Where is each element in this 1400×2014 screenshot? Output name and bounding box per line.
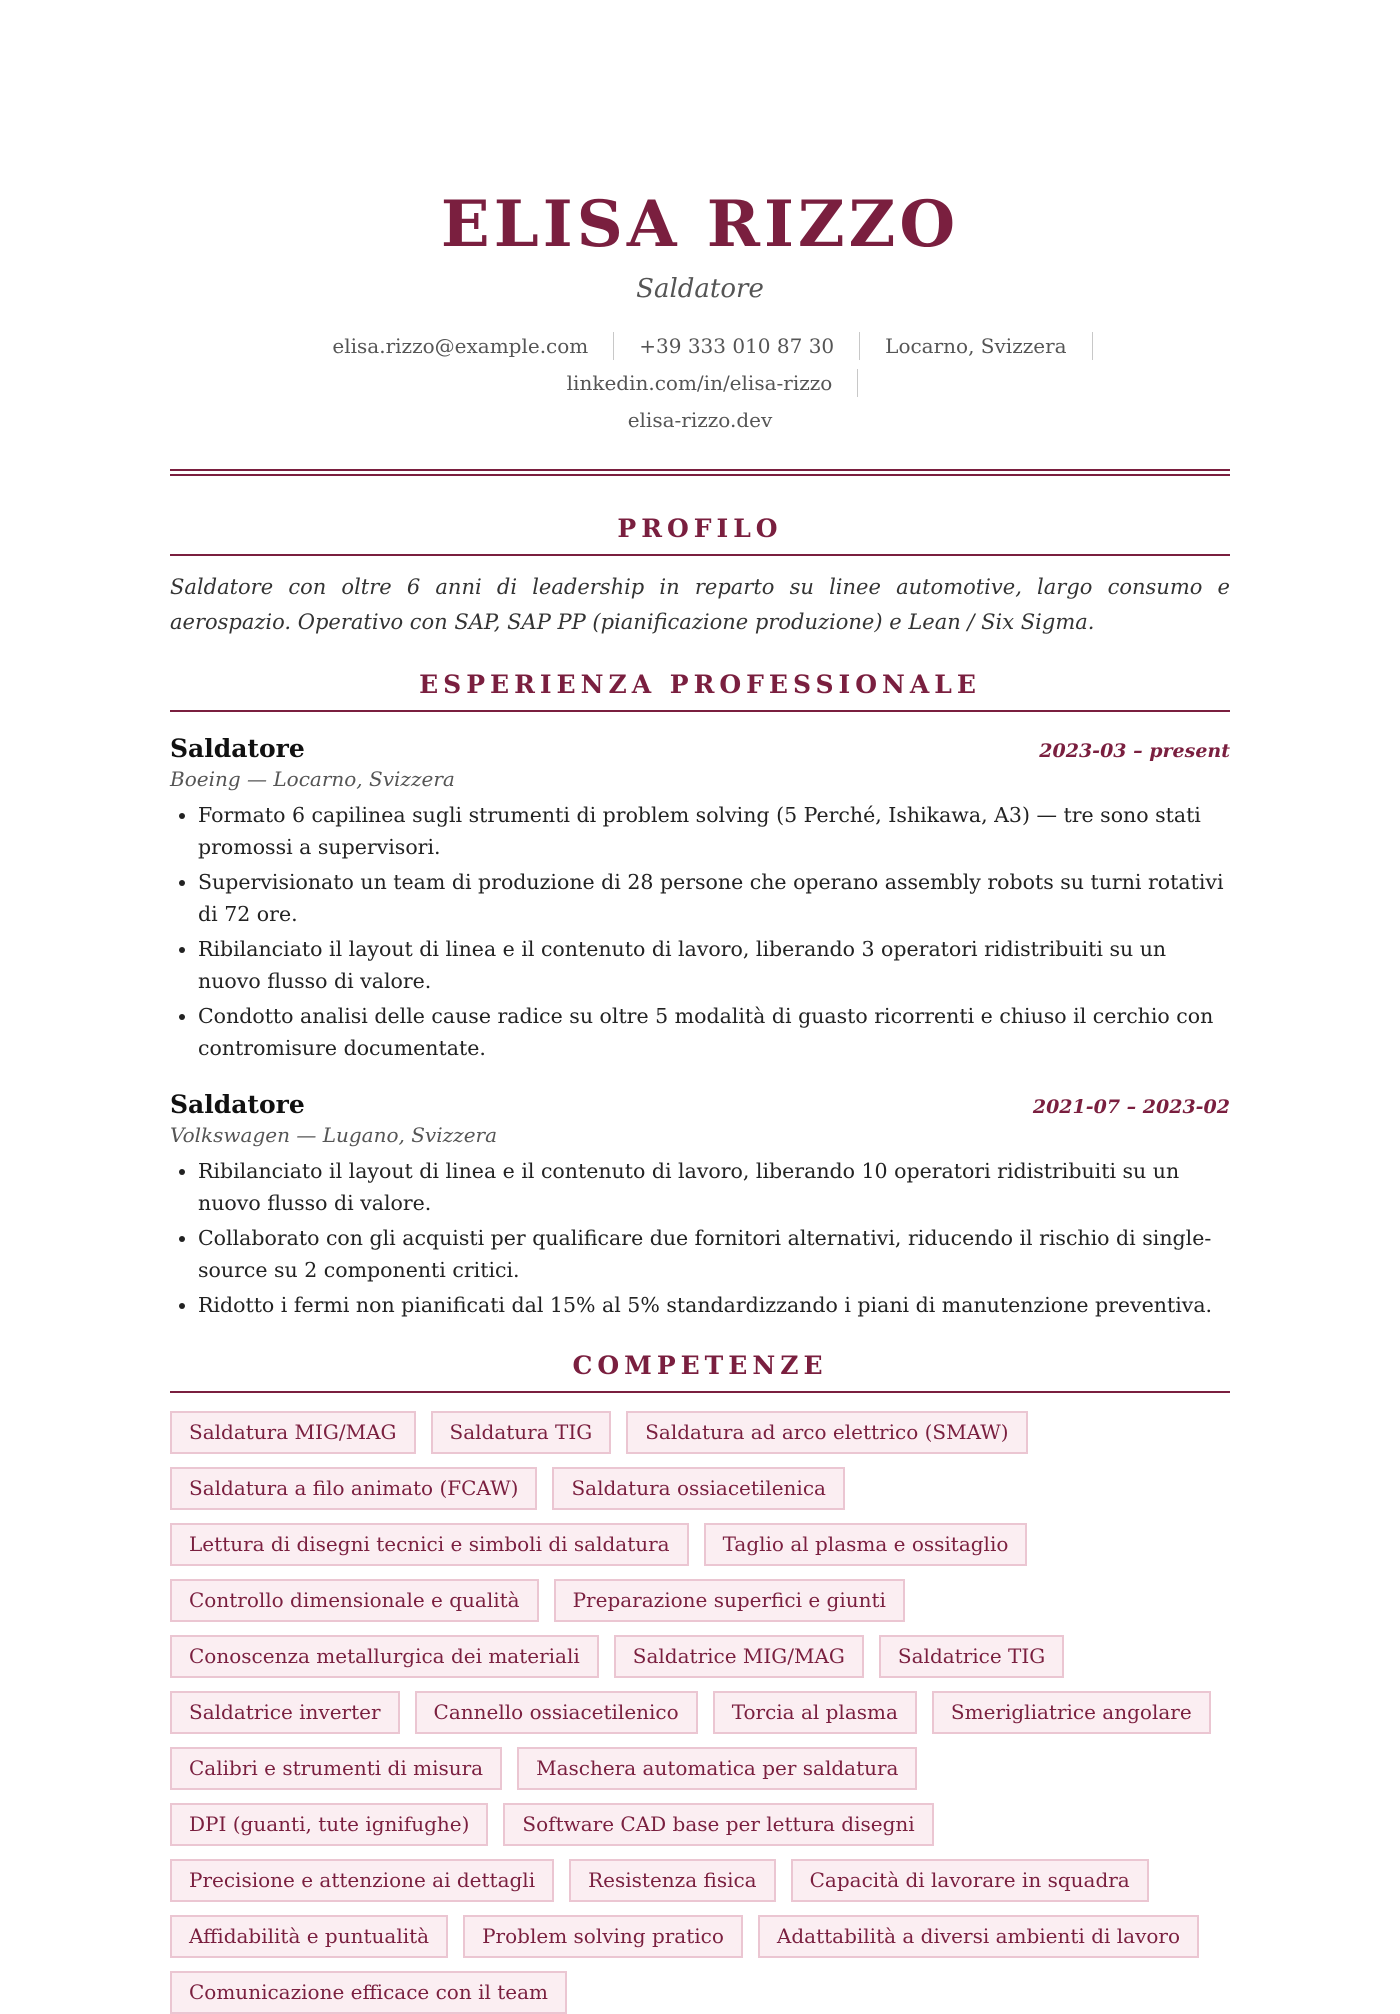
job-bullet: • Condotto analisi delle cause radice su oltre 5 modalità di guasto ricorrenti e chiuso il cerchio con contromisure documentate. [198, 1000, 1230, 1064]
job-entry [170, 1090, 1230, 1321]
profile-summary: Saldatore con oltre 6 anni di leadership in reparto su linee automotive, largo consumo e aerospazio. Operativo con SAP, SAP PP (pianificazione produzione) e Lean / Six Sigma. [170, 575, 1230, 635]
skill-tag: Calibri e strumenti di misura [170, 1747, 502, 1790]
job-bullets [170, 1155, 1230, 1321]
job-bullet: • Ribilanciato il layout di linea e il contenuto di lavoro, liberando 10 operatori ridistribuiti su un nuovo flusso di valore. [198, 1155, 1230, 1219]
skill-tag: Torcia al plasma [713, 1691, 917, 1734]
job-dates: 2023-03 – present [1039, 740, 1230, 763]
job-bullet: • Supervisionato un team di produzione di 28 persone che operano assembly robots su turni rotativi di 72 ore. [198, 866, 1230, 930]
job-bullets [170, 799, 1230, 1064]
contact-email[interactable]: elisa.rizzo@example.com [307, 332, 614, 360]
skill-tag: Lettura di disegni tecnici e simboli di saldatura [170, 1523, 689, 1566]
skill-tag: Saldatrice TIG [879, 1635, 1064, 1678]
skill-tag: Saldatrice MIG/MAG [614, 1635, 864, 1678]
section-title-profile: PROFILO [170, 514, 1230, 556]
skill-tag: DPI (guanti, tute ignifughe) [170, 1803, 488, 1846]
skill-tag: Smerigliatrice angolare [932, 1691, 1211, 1734]
contact-linkedin[interactable]: linkedin.com/in/elisa-rizzo [542, 369, 859, 397]
skills-list [170, 1411, 1230, 2014]
skill-tag: Saldatura a filo animato (FCAW) [170, 1467, 537, 1510]
skill-tag: Capacità di lavorare in squadra [791, 1859, 1149, 1902]
job-entry [170, 734, 1230, 1064]
job-title: Saldatore [170, 1090, 305, 1120]
skill-tag: Saldatura TIG [431, 1411, 612, 1454]
skill-tag: Software CAD base per lettura disegni [503, 1803, 933, 1846]
skill-tag: Conoscenza metallurgica dei materiali [170, 1635, 599, 1678]
header-divider [170, 469, 1230, 476]
resume-page [170, 0, 1230, 2014]
skill-tag: Comunicazione efficace con il team [170, 1971, 567, 2014]
job-dates: 2021-07 – 2023-02 [1032, 1096, 1230, 1119]
contact-website[interactable]: elisa-rizzo.dev [627, 408, 773, 433]
skill-tag: Saldatrice inverter [170, 1691, 400, 1734]
job-title: Saldatore [170, 734, 305, 764]
contact-phone[interactable]: +39 333 010 87 30 [614, 332, 860, 360]
skill-tag: Controllo dimensionale e qualità [170, 1579, 539, 1622]
contact-line [170, 328, 1230, 439]
job-company: Volkswagen — Lugano, Svizzera [170, 1123, 498, 1148]
job-bullet: • Collaborato con gli acquisti per qualificare due fornitori alternativi, riducendo il rischio di single-source su 2 componenti critici. [198, 1222, 1230, 1286]
candidate-role: Saldatore [636, 274, 764, 305]
section-title-skills: COMPETENZE [170, 1351, 1230, 1393]
candidate-name: ELISA RIZZO [440, 187, 960, 262]
section-title-experience: ESPERIENZA PROFESSIONALE [170, 670, 1230, 712]
skill-tag: Adattabilità a diversi ambienti di lavoro [758, 1915, 1199, 1958]
skill-tag: Cannello ossiacetilenico [415, 1691, 698, 1734]
skill-tag: Saldatura ossiacetilenica [552, 1467, 845, 1510]
skill-tag: Problem solving pratico [463, 1915, 743, 1958]
job-bullet: • Ribilanciato il layout di linea e il contenuto di lavoro, liberando 3 operatori ridistribuiti su un nuovo flusso di valore. [198, 933, 1230, 997]
skill-tag: Saldatura ad arco elettrico (SMAW) [626, 1411, 1027, 1454]
skill-tag: Precisione e attenzione ai dettagli [170, 1859, 554, 1902]
contact-location: Locarno, Svizzera [860, 332, 1092, 360]
skill-tag: Taglio al plasma e ossitaglio [704, 1523, 1028, 1566]
skill-tag: Resistenza fisica [569, 1859, 776, 1902]
skill-tag: Saldatura MIG/MAG [170, 1411, 416, 1454]
job-bullet: • Ridotto i fermi non pianificati dal 15% al 5% standardizzando i piani di manutenzione preventiva. [198, 1289, 1230, 1321]
job-bullet: • Formato 6 capilinea sugli strumenti di problem solving (5 Perché, Ishikawa, A3) — tre sono stati promossi a supervisori. [198, 799, 1230, 863]
skill-tag: Maschera automatica per saldatura [517, 1747, 917, 1790]
skill-tag: Affidabilità e puntualità [170, 1915, 448, 1958]
job-company: Boeing — Locarno, Svizzera [170, 767, 455, 792]
skill-tag: Preparazione superfici e giunti [554, 1579, 905, 1622]
